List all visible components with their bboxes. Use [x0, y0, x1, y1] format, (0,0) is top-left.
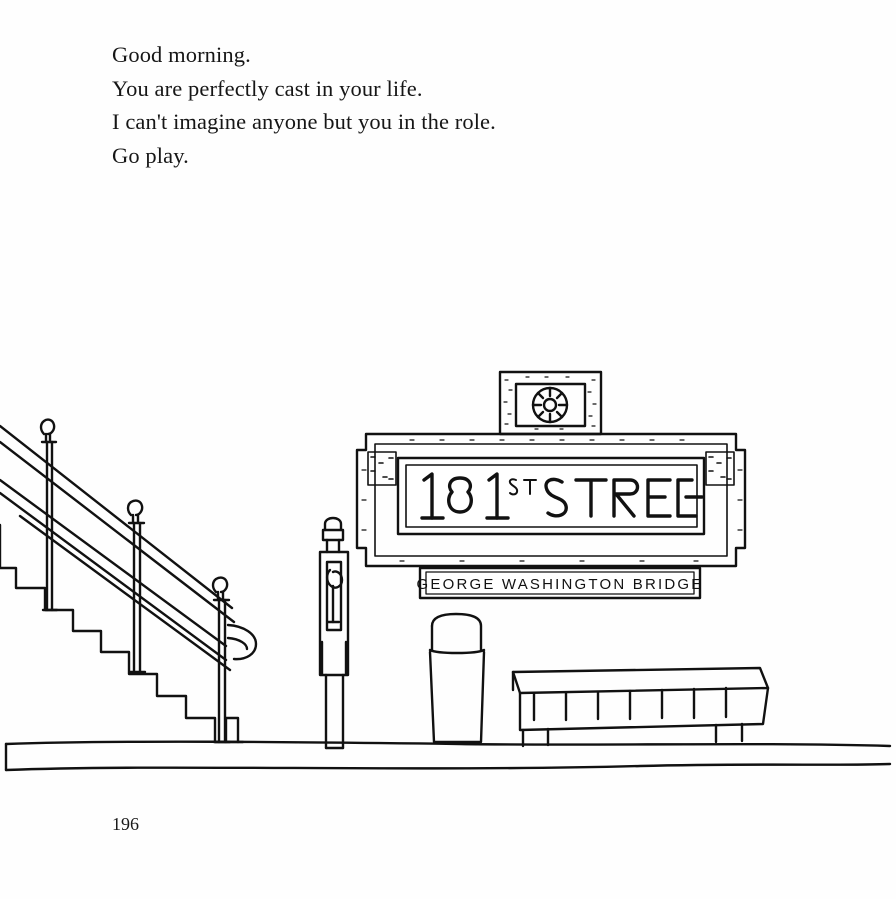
poem-block — [112, 38, 752, 172]
sign-main-word — [0, 800, 1, 801]
page-number: 196 — [112, 814, 139, 834]
lamppost-drawing — [320, 518, 348, 748]
street-sign — [357, 372, 745, 598]
sidewalk-line — [6, 742, 890, 770]
illustration — [0, 330, 896, 800]
sign-subtitle: GEORGE WASHINGTON BRIDGE — [416, 576, 704, 593]
poem-line: You are perfectly cast in your life. — [112, 75, 423, 101]
poem-line: I can't imagine anyone but you in the role. — [112, 109, 496, 134]
staircase-drawing — [0, 426, 243, 742]
trash-can-drawing — [430, 614, 484, 742]
sign-subtitle-text — [417, 576, 704, 593]
ornamental-medallion — [533, 388, 567, 422]
sign-main-suffix — [0, 800, 1, 801]
sign-main-text — [0, 800, 1, 801]
poem-line: Go play. — [112, 142, 189, 168]
poem-line: Good morning. — [112, 42, 251, 67]
bench-drawing — [513, 668, 768, 746]
railing-posts — [41, 420, 256, 742]
